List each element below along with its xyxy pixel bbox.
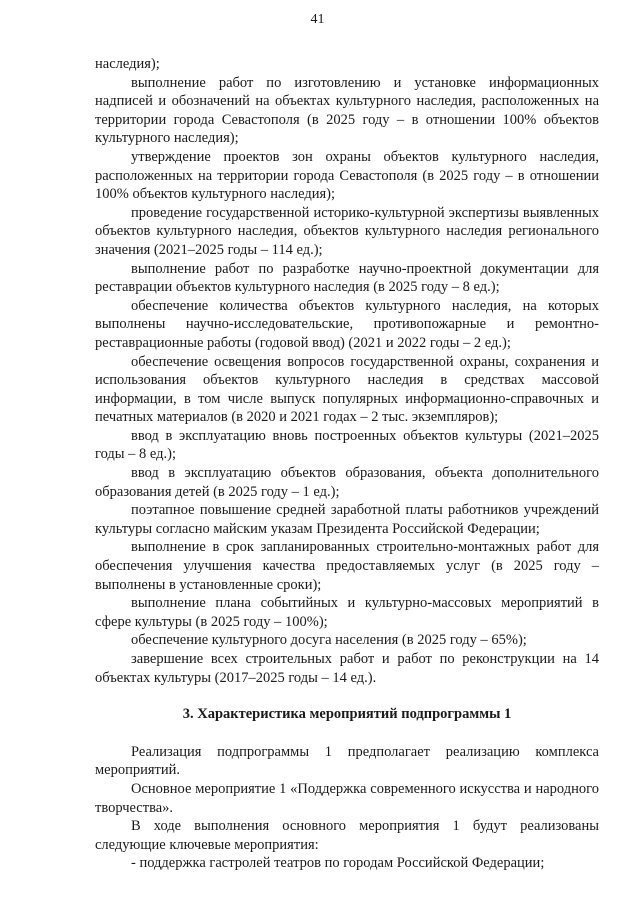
paragraph: ввод в эксплуатацию объектов образования, объекта дополнительного образования детей (в 2025 году – 1 ед.); [95,465,599,500]
paragraph: Основное мероприятие 1 «Поддержка современного искусства и народного творчества». [95,780,599,816]
paragraph: проведение государственной историко-культурной экспертизы выявленных объектов культурного наследия, объектов культурного наследия регионального значения (2021–2025 годы – 114 ед.); [95,204,599,258]
paragraph: выполнение работ по разработке научно-проектной документации для реставрации объектов культурного наследия (в 2025 году – 8 ед.); [95,260,599,296]
document-body [95,55,599,873]
paragraphs-after [95,743,599,873]
paragraph: выполнение работ по изготовлению и установке информационных надписей и обозначений на объектах культурного наследия, расположенных на территории города Севастополя (в 2025 году – в отношении 100% объектов культурного наследия); [95,74,599,147]
paragraph: В ходе выполнения основного мероприятия 1 будут реализованы следующие ключевые мероприятия: [95,818,599,853]
paragraph: - поддержка гастролей театров по городам Российской Федерации; [131,855,545,872]
paragraph: наследия); [95,56,160,72]
section-title: 3. Характеристика мероприятий подпрограммы 1 [182,706,512,723]
paragraphs-before [95,55,599,687]
paragraph: ввод в эксплуатацию вновь построенных объектов культуры (2021–2025 годы – 8 ед.); [95,427,599,463]
paragraph: выполнение плана событийных и культурно-массовых мероприятий в сфере культуры (в 2025 году – 100%); [95,595,599,630]
paragraph: обеспечение освещения вопросов государственной охраны, сохранения и использования объектов культурного наследия в средствах массовой информации, в том числе выпуск популярных информационно-справочных и печатных материалов (в 2020 и 2021 годах – 2 тыс. экземпляров); [95,353,599,426]
paragraph: обеспечение культурного досуга населения (в 2025 году – 65%); [131,632,527,649]
paragraph: выполнение в срок запланированных строительно-монтажных работ для обеспечения улучшения качества предоставляемых услуг (в 2025 году – выполнены в установленные сроки); [95,539,599,593]
paragraph: обеспечение количества объектов культурного наследия, на которых выполнены научно-исследовательские, противопожарные и ремонтно-реставрационные работы (годовой ввод) (2021 и 2022 годы – 2 ед.); [95,297,599,351]
paragraph: утверждение проектов зон охраны объектов культурного наследия, расположенных на территории города Севастополя (в 2025 году – в отношении 100% объектов культурного наследия); [95,148,599,203]
paragraph: завершение всех строительных работ и работ по реконструкции на 14 объектах культуры (2017–2025 годы – 14 ед.). [95,651,599,686]
page-number: 41 [310,12,325,27]
paragraph: поэтапное повышение средней заработной платы работников учреждений культуры согласно майским указам Президента Российской Федерации; [95,502,599,537]
paragraph: Реализация подпрограммы 1 предполагает реализацию комплекса мероприятий. [95,743,599,779]
